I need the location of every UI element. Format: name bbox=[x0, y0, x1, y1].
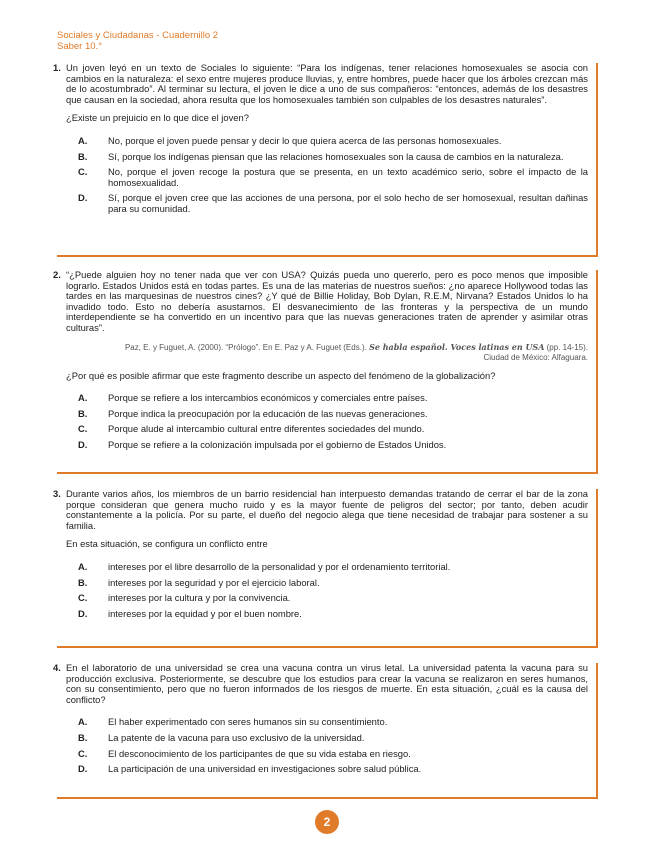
option-text: intereses por la cultura y por la convivencia. bbox=[108, 592, 291, 604]
question-frame-bottom bbox=[57, 646, 598, 648]
option-letter: C. bbox=[78, 423, 88, 435]
option-d[interactable] bbox=[66, 764, 588, 775]
option-letter: A. bbox=[78, 716, 88, 728]
question-frame-right bbox=[596, 63, 598, 256]
question-number: 1. bbox=[53, 62, 61, 73]
option-d[interactable] bbox=[66, 440, 588, 451]
question-stem: ¿Por qué es posible afirmar que este fragmento describe un aspecto del fenómeno de la globalización? bbox=[66, 369, 496, 381]
option-b[interactable] bbox=[66, 733, 588, 744]
option-text: No, porque el joven puede pensar y decir lo que quiera acerca de las personas homosexuales. bbox=[108, 134, 502, 146]
option-b[interactable] bbox=[66, 578, 588, 589]
question-text: “¿Puede alguien hoy no tener nada que ver con USA? Quizás pueda uno quererlo, pero es poco menos que imposible lograrlo. Estados Unidos está en todas partes. Es una de las materias de nuestros sueños: ¿no aparece Hollywood todas las tardes en las marquesinas de nuestros cines? ¿Y qué de Billie Holiday, Bob Dylan, R.E.M, Nirvana? Estados Unidos lo ha invadido todo. Esto no debería asustarnos. El desvanecimiento de las fronteras y la perspectiva de un mundo interdependiente se ha convertido en un incentivo para que las nuevas generaciones traten de aprender y asimilar otras culturas”. bbox=[66, 269, 588, 333]
option-letter: B. bbox=[78, 731, 88, 743]
question-text: En el laboratorio de una universidad se crea una vacuna contra un virus letal. La universidad patenta la vacuna para su producción exclusiva. Posteriormente, se descubre que los estudios para crear la vacuna se realizaron en seres humanos, con su consentimiento, pero que no fueron informados de los riesgos de muerte. En esta situación, ¿cuál es la causa del conflicto? bbox=[66, 662, 588, 705]
question-frame-bottom bbox=[57, 797, 598, 799]
question-stem: ¿Existe un prejuicio en lo que dice el joven? bbox=[66, 112, 249, 124]
option-letter: C. bbox=[78, 166, 88, 178]
option-text: No, porque el joven recoge la postura que se presenta, en un texto académico serio, sobre el impacto de la homosexualidad. bbox=[108, 166, 588, 188]
citation-publisher: Ciudad de México: Alfaguara. bbox=[483, 352, 588, 362]
option-a[interactable] bbox=[66, 393, 588, 404]
question-1 bbox=[53, 62, 588, 220]
option-letter: B. bbox=[78, 576, 88, 588]
option-letter: D. bbox=[78, 607, 88, 619]
option-text: La participación de una universidad en investigaciones sobre salud pública. bbox=[108, 763, 422, 775]
question-text: Un joven leyó en un texto de Sociales lo siguiente: “Para los indígenas, tener relaciones homosexuales se asocia con cambios en la naturaleza: el sexo entre mujeres produce lluvias, y, entre hombres, puede hacer que los árboles crezcan más de lo acostumbrado”. Al terminar su lectura, el joven le dice a uno de sus compañeros: “entonces, además de los desastres que causan en la sociedad, ahora resulta que los homosexuales también son culpables de los desastres naturales”. bbox=[66, 62, 588, 105]
question-number: 2. bbox=[53, 269, 61, 280]
question-number: 4. bbox=[53, 662, 61, 673]
header-title: Sociales y Ciudadanas - Cuadernillo 2 bbox=[57, 30, 219, 41]
option-letter: D. bbox=[78, 438, 88, 450]
question-4 bbox=[53, 662, 588, 780]
option-a[interactable] bbox=[66, 136, 588, 147]
question-frame-right bbox=[596, 270, 598, 473]
citation-pages: (pp. 14-15). bbox=[546, 342, 588, 352]
option-text: Porque se refiere a los intercambios económicos y comerciales entre países. bbox=[108, 392, 428, 404]
option-text: Porque indica la preocupación por la educación de las nuevas generaciones. bbox=[108, 407, 428, 419]
options-list bbox=[66, 136, 588, 215]
option-b[interactable] bbox=[66, 409, 588, 420]
page-number-badge: 2 bbox=[315, 810, 339, 834]
citation-authors: Paz, E. y Fuguet, A. (2000). “Prólogo”. En E. Paz y A. Fuguet (Eds.). bbox=[124, 342, 367, 352]
option-text: intereses por la equidad y por el buen nombre. bbox=[108, 607, 302, 619]
option-text: Porque se refiere a la colonización impulsada por el gobierno de Estados Unidos. bbox=[108, 438, 447, 450]
option-a[interactable] bbox=[66, 717, 588, 728]
option-letter: D. bbox=[78, 192, 88, 204]
option-letter: D. bbox=[78, 763, 88, 775]
options-list bbox=[66, 717, 588, 774]
option-text: El desconocimiento de los participantes de que su vida estaba en riesgo. bbox=[108, 747, 411, 759]
option-c[interactable] bbox=[66, 167, 588, 188]
option-letter: B. bbox=[78, 407, 88, 419]
option-text: Sí, porque el joven cree que las acciones de una persona, por el solo hecho de ser homosexual, resultan dañinas para su comunidad. bbox=[108, 192, 588, 214]
option-d[interactable] bbox=[66, 609, 588, 620]
option-c[interactable] bbox=[66, 749, 588, 760]
citation-title: Se habla español. Voces latinas en USA bbox=[369, 341, 545, 352]
question-number: 3. bbox=[53, 488, 61, 499]
question-frame-right bbox=[596, 489, 598, 647]
option-b[interactable] bbox=[66, 152, 588, 163]
option-a[interactable] bbox=[66, 562, 588, 573]
citation bbox=[66, 342, 588, 363]
option-c[interactable] bbox=[66, 593, 588, 604]
question-stem: En esta situación, se configura un conflicto entre bbox=[66, 538, 268, 550]
question-text: Durante varios años, los miembros de un barrio residencial han interpuesto demandas tratando de cerrar el bar de la zona porque consideran que genera mucho ruido y es la mayor fuente de peligros del sector; por tanto, deben acudir constantemente a la policía. Por su parte, el dueño del negocio alega que tiene necesidad de trabajar para sostener a su familia. bbox=[66, 488, 588, 531]
option-letter: C. bbox=[78, 592, 88, 604]
option-letter: A. bbox=[78, 134, 88, 146]
question-frame-bottom bbox=[57, 472, 598, 474]
header-subtitle: Saber 10.° bbox=[57, 41, 102, 52]
question-frame-right bbox=[596, 663, 598, 798]
option-d[interactable] bbox=[66, 193, 588, 214]
option-text: Sí, porque los indígenas piensan que las relaciones homosexuales son la causa de cambios en la naturaleza. bbox=[108, 150, 564, 162]
question-frame-bottom bbox=[57, 255, 598, 257]
option-letter: B. bbox=[78, 150, 88, 162]
question-2 bbox=[53, 269, 588, 456]
page-header bbox=[57, 30, 218, 52]
option-letter: A. bbox=[78, 392, 88, 404]
option-text: La patente de la vacuna para uso exclusivo de la universidad. bbox=[108, 731, 365, 743]
options-list bbox=[66, 393, 588, 450]
option-text: El haber experimentado con seres humanos sin su consentimiento. bbox=[108, 716, 388, 728]
option-letter: A. bbox=[78, 560, 88, 572]
option-letter: C. bbox=[78, 747, 88, 759]
options-list bbox=[66, 562, 588, 619]
option-text: intereses por la seguridad y por el ejercicio laboral. bbox=[108, 576, 320, 588]
option-text: intereses por el libre desarrollo de la personalidad y por el ordenamiento territorial. bbox=[108, 560, 451, 572]
question-3 bbox=[53, 488, 588, 624]
option-c[interactable] bbox=[66, 424, 588, 435]
option-text: Porque alude al intercambio cultural entre diferentes sociedades del mundo. bbox=[108, 423, 425, 435]
